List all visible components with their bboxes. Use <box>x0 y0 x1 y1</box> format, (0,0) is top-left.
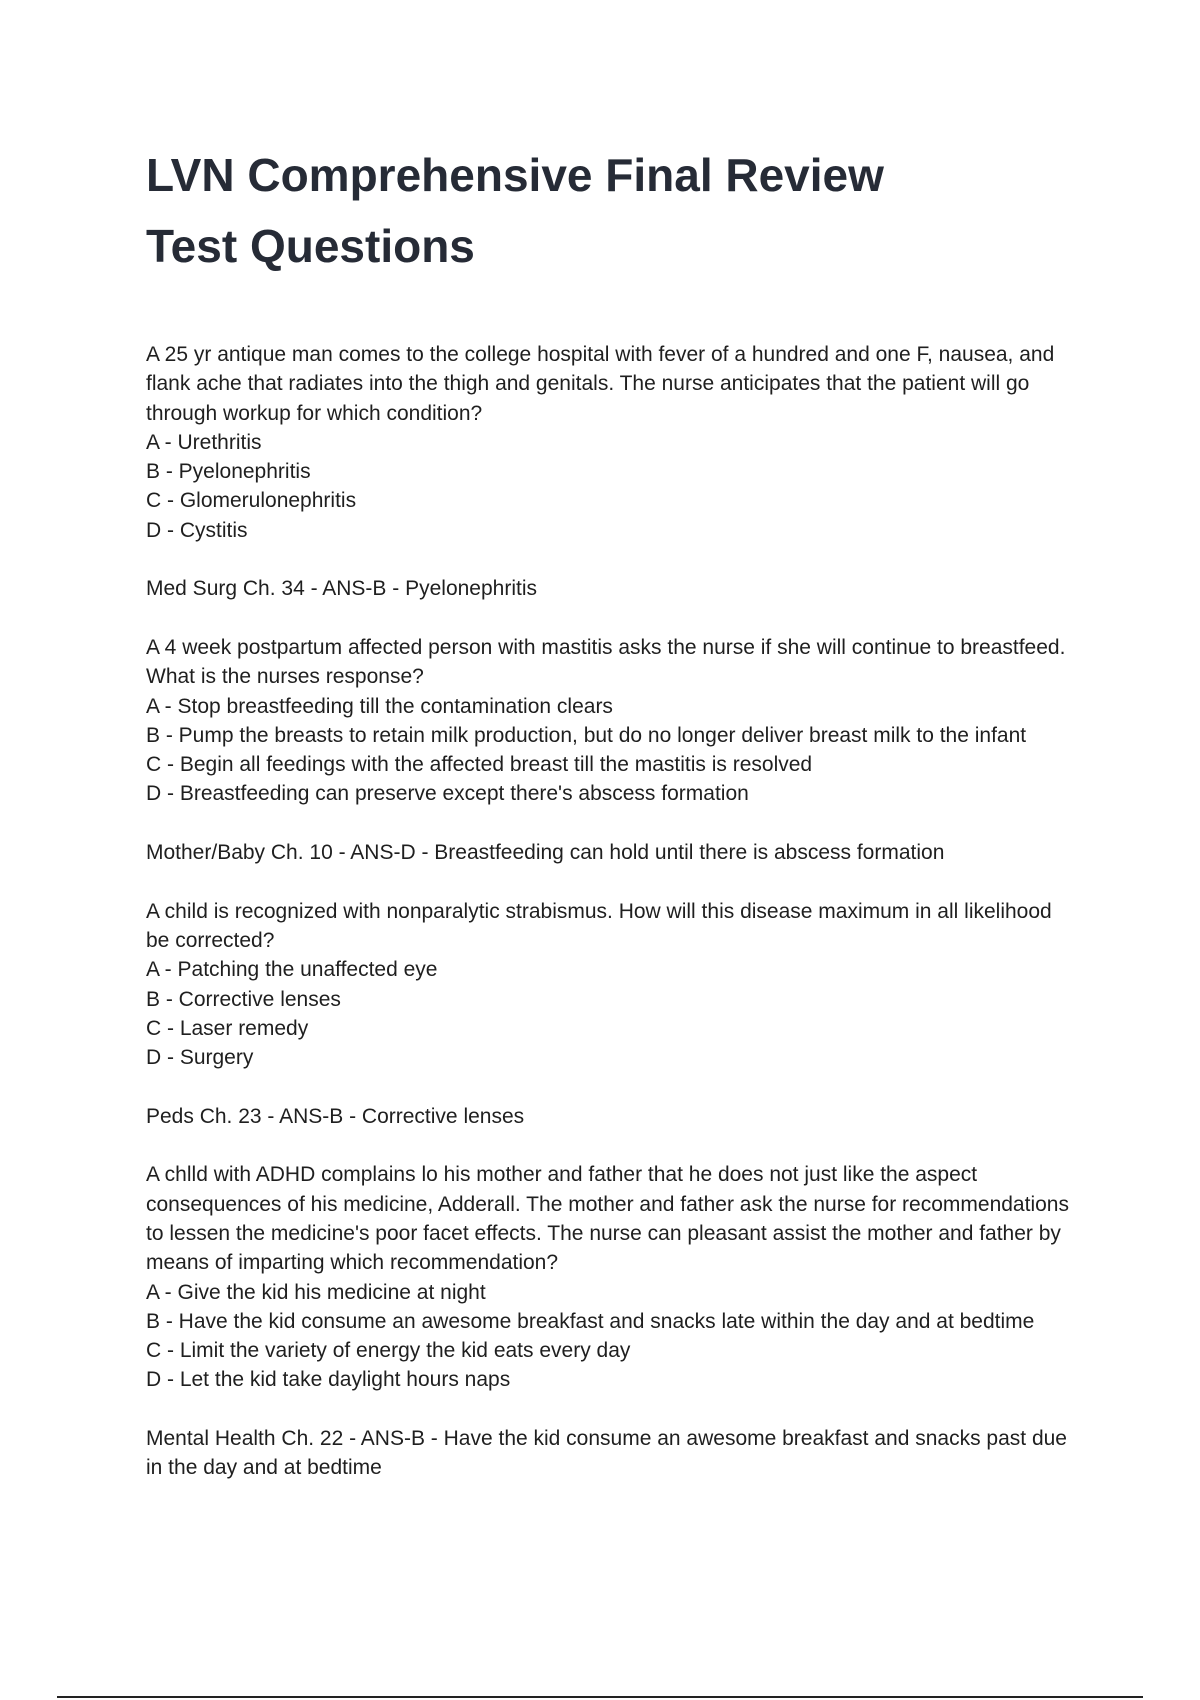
question-text: A 25 yr antique man comes to the college hospital with fever of a hundred and one F, nausea, and flank ache that radiates into the thigh and genitals. The nurse anticipates that the patient will go through workup for which condition? <box>146 343 1055 425</box>
question-text: A chlld with ADHD complains lo his mother and father that he does not just like the aspect consequences of his medicine, Adderall. The mother and father ask the nurse for recommendations to lessen the medicine's poor facet effects. The nurse can pleasant assist the mother and father by means of imparting which recommendation? <box>146 1163 1069 1275</box>
answer-option: A - Urethritis <box>146 430 262 454</box>
answer-option: D - Let the kid take daylight hours naps <box>146 1368 511 1392</box>
answer-option: B - Corrective lenses <box>146 987 341 1011</box>
answer-option: C - Limit the variety of energy the kid eats every day <box>146 1339 631 1363</box>
page-title <box>146 140 1046 282</box>
answer-option: B - Pyelonephritis <box>146 460 311 484</box>
question-text: A 4 week postpartum affected person with mastitis asks the nurse if she will continue to breastfeed. What is the nurses response? <box>146 635 1066 689</box>
question-list <box>146 340 1076 1512</box>
answer-option: A - Stop breastfeeding till the contamination clears <box>146 694 613 718</box>
answer-key: Med Surg Ch. 34 - ANS-B - Pyelonephritis <box>146 577 538 601</box>
answer-option: A - Give the kid his medicine at night <box>146 1280 486 1304</box>
page-bottom-divider <box>57 1696 1143 1698</box>
answer-option: C - Begin all feedings with the affected breast till the mastitis is resolved <box>146 753 813 777</box>
question-text: A child is recognized with nonparalytic strabismus. How will this disease maximum in all likelihood be corrected? <box>146 899 1052 952</box>
answer-option: D - Surgery <box>146 1046 254 1070</box>
answer-key: Mental Health Ch. 22 - ANS-B - Have the kid consume an awesome breakfast and snacks past due in the day and at bedtime <box>146 1426 1067 1480</box>
answer-key: Peds Ch. 23 - ANS-B - Corrective lenses <box>146 1104 525 1128</box>
answer-option: D - Breastfeeding can preserve except there's abscess formation <box>146 782 749 806</box>
answer-option: B - Pump the breasts to retain milk production, but do no longer deliver breast milk to the infant <box>146 723 1027 747</box>
answer-option: B - Have the kid consume an awesome breakfast and snacks late within the day and at bedtime <box>146 1309 1035 1333</box>
answer-key: Mother/Baby Ch. 10 - ANS-D - Breastfeeding can hold until there is abscess formation <box>146 841 945 865</box>
title-line-2: Test Questions <box>146 220 475 272</box>
question-block <box>146 897 1076 1131</box>
answer-option: A - Patching the unaffected eye <box>146 958 438 982</box>
answer-option: C - Laser remedy <box>146 1016 309 1040</box>
answer-option: C - Glomerulonephritis <box>146 489 357 513</box>
answer-option: D - Cystitis <box>146 518 248 542</box>
question-block <box>146 340 1076 604</box>
question-block <box>146 1160 1076 1482</box>
question-block <box>146 633 1076 867</box>
title-line-1: LVN Comprehensive Final Review <box>146 149 884 201</box>
